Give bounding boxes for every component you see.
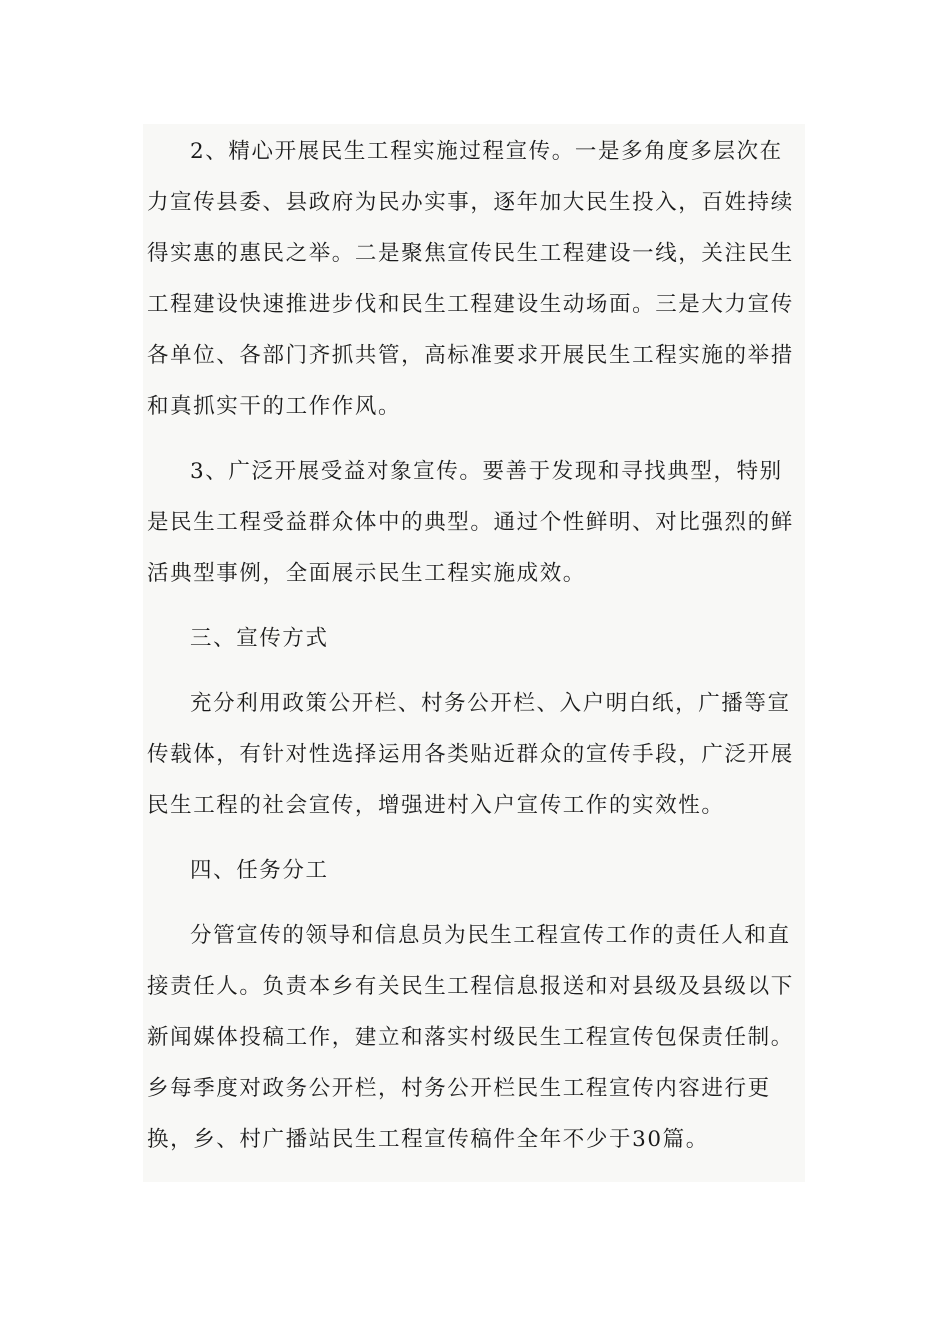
section-heading-publicity-methods: 三、宣传方式 xyxy=(190,626,329,651)
paragraph-spacer xyxy=(147,432,801,446)
paragraph-spacer xyxy=(147,599,801,613)
paragraph-spacer xyxy=(147,896,801,910)
paragraph-task-division: 分管宣传的领导和信息员为民生工程宣传工作的责任人和直接责任人。负责本乡有关民生工程信息报送和对县级及县级以下新闻媒体投稿工作，建立和落实村级民生工程宣传包保责任制。乡每季度对政务公开栏，村务公开栏民生工程宣传内容进行更换，乡、村广播站民生工程宣传稿件全年不少于30篇。 xyxy=(147,923,794,1152)
section-heading-task-division: 四、任务分工 xyxy=(190,858,329,883)
paragraph-beneficiary-publicity: 3、广泛开展受益对象宣传。要善于发现和寻找典型，特别是民生工程受益群众体中的典型。通过个性鲜明、对比强烈的鲜活典型事例，全面展示民生工程实施成效。 xyxy=(147,459,794,586)
paragraph-publicity-methods: 充分利用政策公开栏、村务公开栏、入户明白纸，广播等宣传载体，有针对性选择运用各类贴近群众的宣传手段，广泛开展民生工程的社会宣传，增强进村入户宣传工作的实效性。 xyxy=(147,691,794,818)
document-body xyxy=(143,124,805,1182)
paragraph-spacer xyxy=(147,831,801,845)
paragraph-process-publicity: 2、精心开展民生工程实施过程宣传。一是多角度多层次在力宣传县委、县政府为民办实事，逐年加大民生投入，百姓持续得实惠的惠民之举。二是聚焦宣传民生工程建设一线，关注民生工程建设快速推进步伐和民生工程建设生动场面。三是大力宣传各单位、各部门齐抓共管，高标准要求开展民生工程实施的举措和真抓实干的工作作风。 xyxy=(147,139,794,419)
paragraph-spacer xyxy=(147,664,801,678)
